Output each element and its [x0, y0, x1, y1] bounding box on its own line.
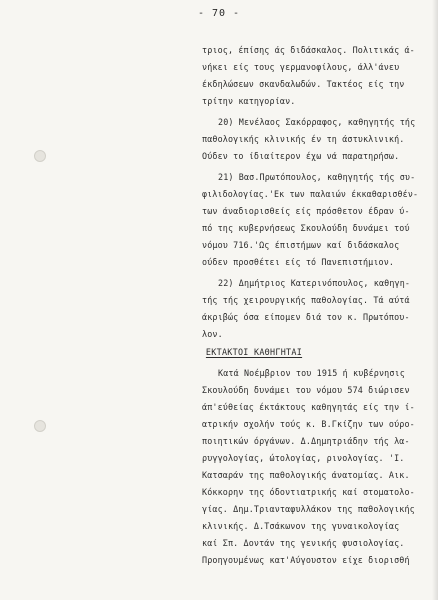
page-edge-shadow — [432, 0, 438, 600]
text-line: ούδεν προσθέτει είς τό Πανεπιστήμιον. — [202, 257, 395, 267]
text-line: νόμου 716.'Ως έπιστήμων καί διδάσκαλος — [202, 240, 400, 250]
text-line: ρυγγολογίας, ώτολογίας, ρινολογίας. 'Ι. — [202, 453, 405, 463]
text-line: άπ'εύθείας έκτάκτους καθηγητάς είς την ί- — [202, 402, 415, 412]
text-line: 22) Δημήτριος Κατερινόπουλος, καθηγη- — [218, 278, 411, 288]
text-line: καί Σπ. Δοντάν της γενικής φυσιολογίας. — [202, 538, 405, 548]
text-line: Ούδεν το ίδιαίτερον έχω νά παρατηρήσω. — [202, 151, 400, 161]
text-line: ατρικήν σχολήν τούς κ. Β.Γκίζην των ούρο- — [202, 419, 415, 429]
text-line: νήκει είς τους γερμανοφίλους, άλλ'άνευ — [202, 62, 400, 72]
text-line: παθολογικής κλινικής έν τη άστυκλινική. — [202, 134, 405, 144]
text-line: τής τής χειρουργικής παθολογίας. Τά αύτά — [202, 295, 410, 305]
text-line: Προηγουμένως κατ'Αύγουστον είχε διορισθή — [202, 555, 410, 565]
text-line: 21) Βασ.Πρωτόπουλος, καθηγητής τής συ- — [218, 172, 416, 182]
text-line: φιλιδολογίας.'Εκ των παλαιών έκκαθαρισθέν- — [202, 189, 419, 199]
text-line: των άναδιορισθείς είς πρόσθετον έδραν ύ- — [202, 206, 410, 216]
text-line: Κατσαράν της παθολογικής άνατομίας. Αικ. — [202, 470, 410, 480]
text-line: ποιητικών όργάνων. Δ.Δημητριάδην τής λα- — [202, 436, 410, 446]
punch-hole — [34, 150, 46, 162]
text-line: άκριβώς όσα είπομεν διά τον κ. Πρωτόπου- — [202, 312, 410, 322]
text-line: πό της κυβερνήσεως Σκουλούδη δυνάμει τού — [202, 223, 410, 233]
text-line: λον. — [202, 329, 223, 339]
text-line: Σκουλούδη δυνάμει του νόμου 574 διώρισεν — [202, 385, 410, 395]
text-line: τρίτην κατηγορίαν. — [202, 96, 296, 106]
page-number: - 70 - — [197, 8, 241, 19]
text-line: τριος, έπίσης άς διδάσκαλος. Πολιτικάς ά- — [202, 45, 415, 55]
text-line: κλινικής. Δ.Τσάκωνον της γυναικολογίας — [202, 521, 400, 531]
text-line: 20) Μενέλαος Σακόρραφος, καθηγητής τής — [218, 117, 416, 127]
text-line: Κόκκορην της όδοντιατρικής καί στοματολο- — [202, 487, 415, 497]
text-line: έκδηλώσεων σκανδαλωδών. Τακτέος είς την — [202, 79, 405, 89]
punch-hole — [34, 420, 46, 432]
section-heading: ΕΚΤΑΚΤΟΙ ΚΑΘΗΓΗΤΑΙ — [205, 347, 303, 357]
text-line: Κατά Νοέμβριον του 1915 ή κυβέρνησις — [218, 368, 405, 378]
text-line: γίας. Δημ.Τριανταφυλλάκον της παθολογικής — [202, 504, 415, 514]
